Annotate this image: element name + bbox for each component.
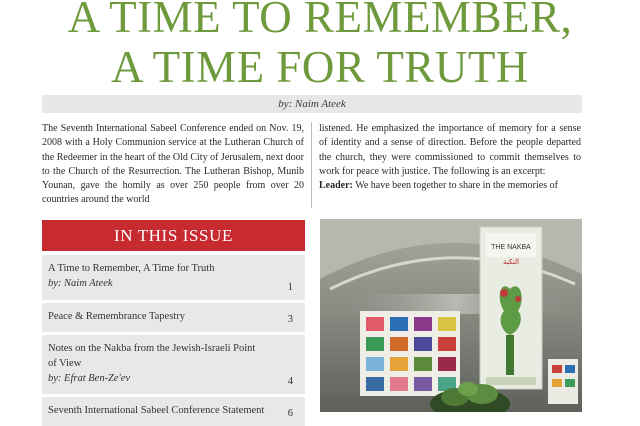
toc-item-author: by: Naim Ateek — [48, 278, 113, 289]
banner-text-en: THE NAKBA — [491, 244, 531, 251]
toc-item-title: Notes on the Nakba from the Jewish-Israeli Point of View — [48, 343, 256, 369]
toc-item-page: 1 — [287, 282, 293, 293]
toc-item-page: 3 — [287, 314, 293, 325]
toc-item[interactable] — [42, 303, 305, 332]
toc-item[interactable] — [42, 255, 305, 300]
byline: by: Naim Ateek — [278, 98, 346, 110]
toc-item-title: Seventh International Sabeel Conference Statement — [48, 405, 265, 416]
tapestry-photo — [320, 219, 582, 412]
toc-item-page: 6 — [287, 408, 293, 419]
headline-line-1: A TIME TO REMEMBER, — [67, 0, 573, 42]
toc-item[interactable] — [42, 335, 305, 394]
leader-text: We have been together to share in the memories of — [352, 180, 558, 192]
toc-item-title: A Time to Remember, A Time for Truth — [48, 263, 215, 274]
article-column-left — [42, 122, 304, 208]
leader-label: Leader: — [319, 180, 353, 192]
quilt-panel-right — [548, 359, 578, 404]
toc-item-page: 4 — [287, 376, 293, 387]
article-right-text: listened. He emphasized the importance of memory for a sense of identity and a sense of direction. Before the people departed the church, they were commissioned to commit themselves to work for peace with justice. The following is an excerpt: — [319, 123, 581, 177]
byline-bar — [42, 95, 582, 113]
leader-paragraph — [319, 179, 581, 193]
toc-item-author: by: Efrat Ben-Ze'ev — [48, 373, 131, 384]
in-this-issue-box — [42, 220, 305, 419]
article-column-right — [319, 122, 581, 208]
article-left-text: The Seventh International Sabeel Conference ended on Nov. 19, 2008 with a Holy Communion service at the Lutheran Church of the Redeemer in the heart of the Old City of Jerusalem, next door to the Church of the Resurrection. The Lutheran Bishop, Munib Younan, gave the homily as over 250 people from over 20 countries around the world — [42, 123, 304, 206]
headline-line-2: A TIME FOR TRUTH — [111, 42, 529, 92]
nakba-banner — [480, 227, 542, 389]
quilt-panel — [360, 311, 460, 396]
column-divider — [311, 122, 312, 208]
toc-header: IN THIS ISSUE — [42, 220, 305, 251]
banner-text-ar: النكبة — [503, 258, 519, 266]
toc-item-title: Peace & Remembrance Tapestry — [48, 311, 185, 322]
